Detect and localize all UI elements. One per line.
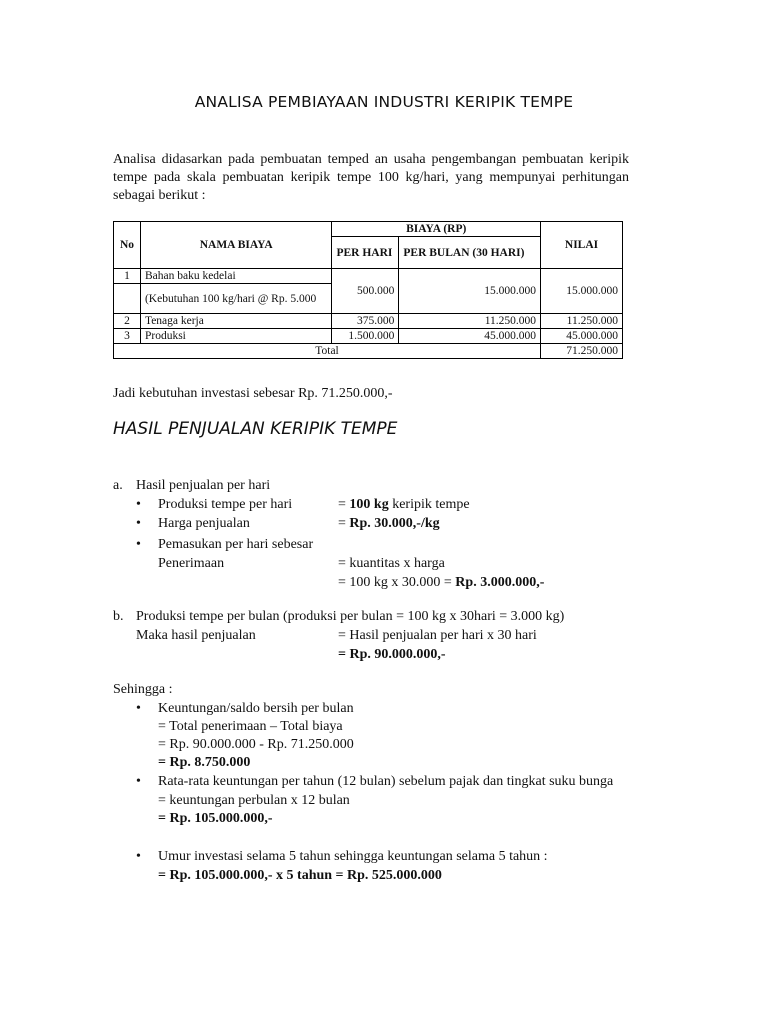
bullet-icon: •	[136, 516, 141, 531]
harga-amount: Rp. 30.000,-/kg	[349, 516, 440, 531]
bullet-icon: •	[136, 497, 141, 512]
harga-label: Harga penjualan	[158, 516, 250, 531]
header-biaya-rp: BIAYA (RP)	[332, 222, 541, 237]
hasil-amount: = Rp. 90.000.000,-	[338, 647, 446, 662]
list-marker-a: a.	[113, 478, 123, 493]
row-sub: (Kebutuhan 100 kg/hari @ Rp. 5.000	[140, 284, 331, 314]
row-per-hari: 375.000	[332, 314, 399, 329]
section-heading: HASIL PENJUALAN KERIPIK TEMPE	[113, 419, 398, 439]
total-label: Total	[114, 344, 541, 359]
page-title: ANALISA PEMBIAYAAN INDUSTRI KERIPIK TEMPE	[194, 93, 574, 111]
keuntungan-amount: = Rp. 8.750.000	[158, 755, 251, 770]
row-per-bulan: 15.000.000	[399, 269, 541, 314]
row-name: Produksi	[140, 329, 331, 344]
produksi-label: Produksi tempe per hari	[158, 497, 293, 512]
header-nama-biaya: NAMA BIAYA	[140, 222, 331, 269]
table-row	[114, 314, 623, 329]
intro-line-1: Analisa didasarkan pada pembuatan temped an usaha pengembangan pembuatan keripik	[113, 152, 629, 167]
row-per-bulan: 45.000.000	[399, 329, 541, 344]
rata-rata-formula: = keuntungan perbulan x 12 bulan	[158, 793, 350, 808]
bullet-icon: •	[136, 537, 141, 552]
penerimaan-result	[338, 574, 544, 592]
penerimaan-formula: = kuantitas x harga	[338, 556, 445, 571]
table-row	[114, 329, 623, 344]
bullet-icon: •	[136, 849, 141, 864]
produksi-amount: 100 kg	[349, 497, 389, 512]
total-row	[114, 344, 623, 359]
keuntungan-formula: = Total penerimaan – Total biaya	[158, 719, 343, 734]
bullet-icon: •	[136, 701, 141, 716]
bullet-icon: •	[136, 774, 141, 789]
penerimaan-calc: = 100 kg x 30.000 =	[338, 575, 456, 590]
hasil-label: Maka hasil penjualan	[136, 628, 256, 643]
header-per-bulan: PER BULAN (30 HARI)	[399, 237, 541, 269]
cost-table	[113, 221, 623, 359]
sehingga-label: Sehingga :	[113, 682, 173, 697]
produksi-unit: keripik tempe	[388, 497, 470, 512]
row-no: 1	[114, 269, 141, 284]
rata-rata-amount: = Rp. 105.000.000,-	[158, 811, 273, 826]
row-per-bulan: 11.250.000	[399, 314, 541, 329]
section-a-title: Hasil penjualan per hari	[136, 478, 271, 493]
produksi-value	[338, 496, 470, 514]
eq-sign: =	[338, 497, 350, 512]
row-no: 3	[114, 329, 141, 344]
intro-line-3: sebagai berikut :	[113, 188, 206, 203]
umur-investasi-amount: = Rp. 105.000.000,- x 5 tahun = Rp. 525.000.000	[158, 868, 442, 883]
intro-paragraph	[113, 151, 629, 205]
harga-value	[338, 515, 440, 533]
row-nilai: 11.250.000	[541, 314, 623, 329]
header-nilai: NILAI	[541, 222, 623, 269]
row-no-empty	[114, 284, 141, 314]
row-name: Tenaga kerja	[140, 314, 331, 329]
pemasukan-label: Pemasukan per hari sebesar	[158, 537, 314, 552]
keuntungan-title: Keuntungan/saldo bersih per bulan	[158, 701, 354, 716]
row-no: 2	[114, 314, 141, 329]
section-b-line1: Produksi tempe per bulan (produksi per bulan = 100 kg x 30hari = 3.000 kg)	[136, 609, 565, 624]
list-marker-b: b.	[113, 609, 124, 624]
investasi-text: Jadi kebutuhan investasi sebesar Rp. 71.250.000,-	[113, 386, 393, 401]
rata-rata-title: Rata-rata keuntungan per tahun (12 bulan) sebelum pajak dan tingkat suku bunga	[158, 774, 614, 789]
row-name: Bahan baku kedelai	[140, 269, 331, 284]
row-per-hari: 500.000	[332, 269, 399, 314]
eq-sign: =	[338, 516, 350, 531]
keuntungan-calc: = Rp. 90.000.000 - Rp. 71.250.000	[158, 737, 354, 752]
header-no: No	[114, 222, 141, 269]
penerimaan-amount: Rp. 3.000.000,-	[455, 575, 545, 590]
total-value: 71.250.000	[541, 344, 623, 359]
row-nilai: 15.000.000	[541, 269, 623, 314]
table-row	[114, 269, 623, 284]
umur-investasi-title: Umur investasi selama 5 tahun sehingga keuntungan selama 5 tahun :	[158, 849, 548, 864]
hasil-formula: = Hasil penjualan per hari x 30 hari	[338, 628, 537, 643]
penerimaan-label: Penerimaan	[158, 556, 225, 571]
row-nilai: 45.000.000	[541, 329, 623, 344]
row-per-hari: 1.500.000	[332, 329, 399, 344]
header-per-hari: PER HARI	[332, 237, 399, 269]
intro-line-2: tempe pada skala pembuatan keripik tempe 100 kg/hari, yang mempunyai perhitungan	[113, 170, 629, 185]
